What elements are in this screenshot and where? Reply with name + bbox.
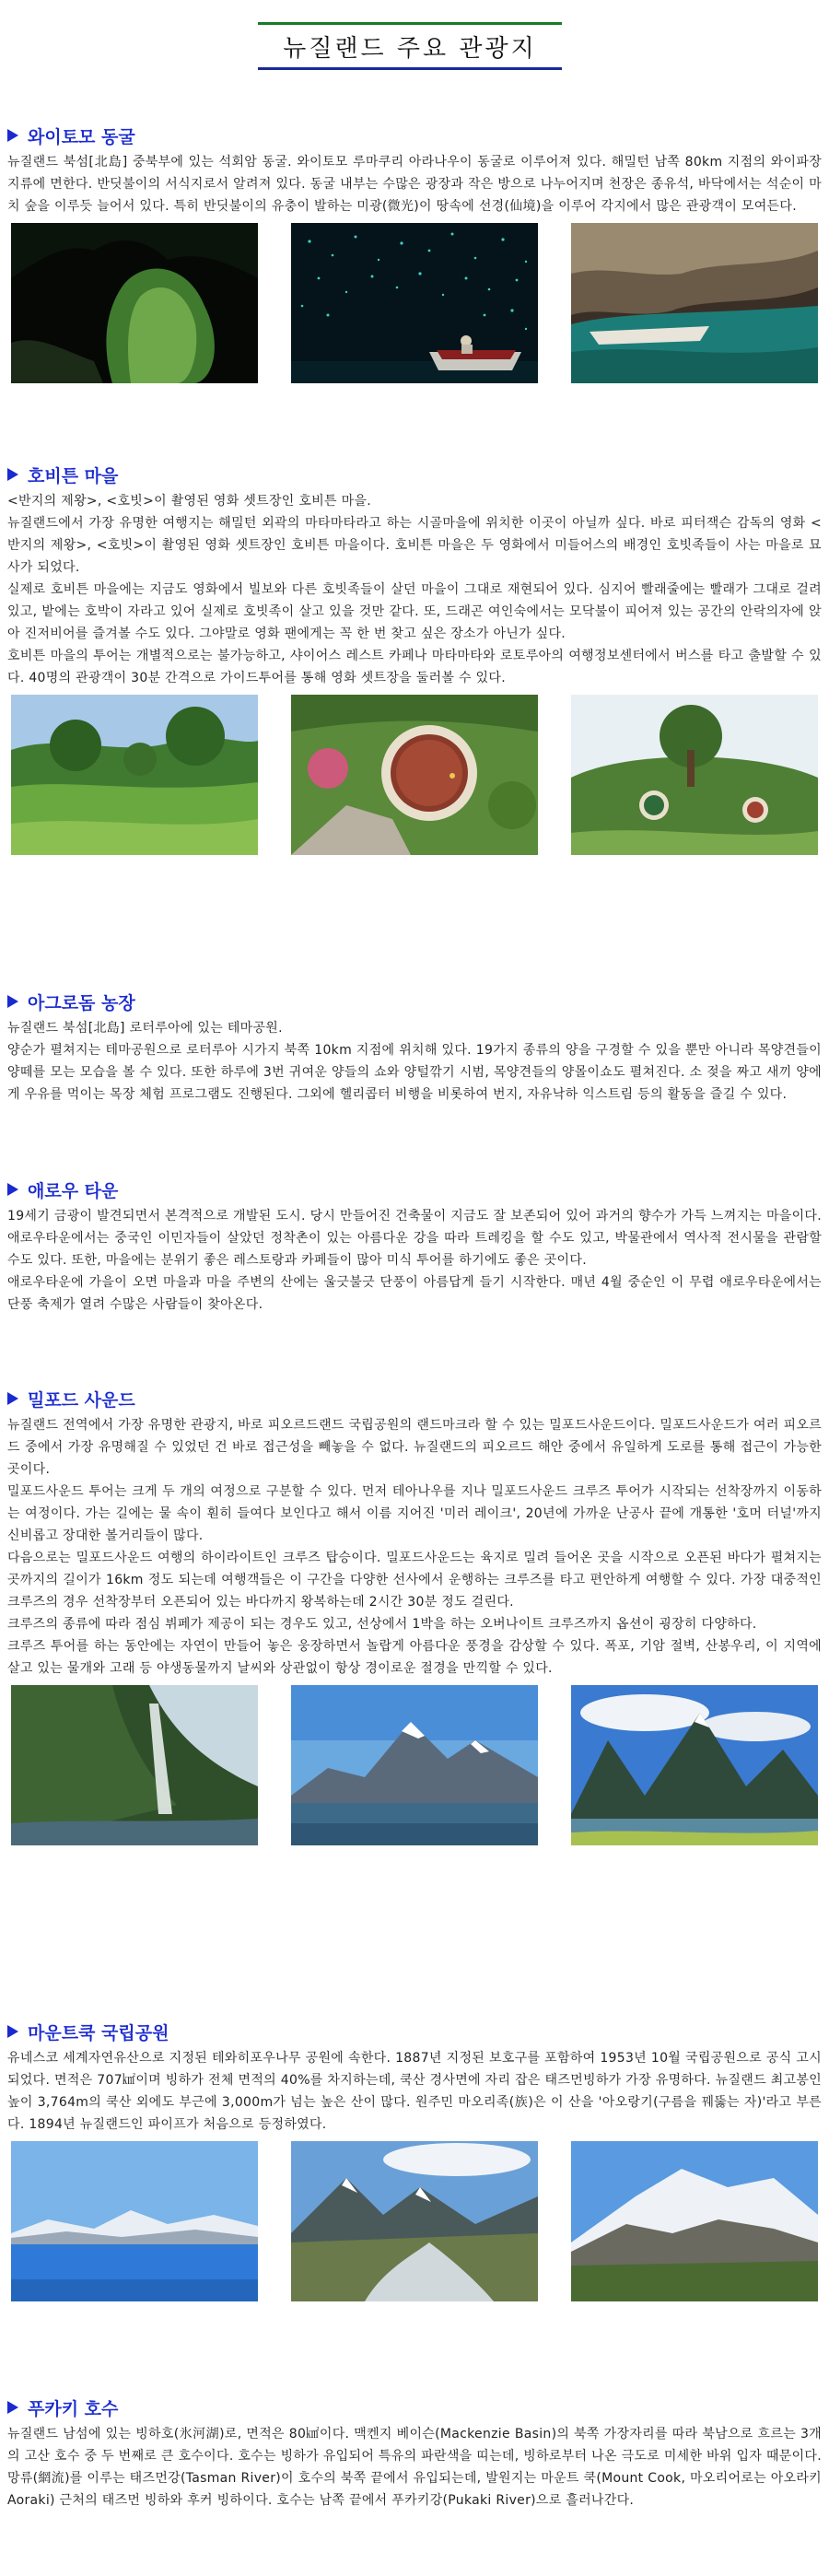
glowworm-cave-photo — [291, 223, 538, 383]
snowy-peak-photo — [571, 2141, 818, 2301]
section-paragraph: 19세기 금광이 발견되면서 본격적으로 개발된 도시. 당시 만들어진 건축물이 지금도 잘 보존되어 있어 과거의 향수가 가득 느껴지는 마을이다. 애로우타운에서는 중국인 이민자들이 살았던 정착촌이 있는 아름다운 강을 따라 트레킹을 할 수도 있고, 박물관에서 역사적 전시물을 관람할 수도 있다. 또한, 마을에는 분위기 좋은 레스토랑과 카페들이 많아 미식 투어를 하기에도 좋은 곳이다. — [7, 1209, 822, 1268]
section-heading — [7, 988, 822, 1015]
section-heading — [7, 1176, 822, 1203]
section-heading-text: 마운트쿡 국립공원 — [28, 2022, 169, 2043]
section-paragraph: 유네스코 세계자연유산으로 지정된 테와히포우나무 공원에 속한다. 1887년 지정된 보호구를 포함하여 1953년 10월 국립공원으로 공식 고시되었다. 면적은 707㎢이며 빙하가 전체 면적의 40%를 차지하는데, 쿡산 경사면에 자리 잡은 태즈먼빙하가 가장 유명하다. 뉴질랜드 최고봉인 높이 3,764m의 쿡산 외에도 부근에 3,000m가 넘는 높은 산이 많다. 원주민 마오리족(族)은 이 산을 '아오랑기(구름을 꿰뚫는 자)'라고 부른다. 1894년 뉴질랜드인 파이프가 처음으로 등정하였다. — [7, 2051, 822, 2132]
glacier-valley-river-photo — [291, 2141, 538, 2301]
section-heading — [7, 122, 822, 149]
section-paragraph: 뉴질랜드 북섬[北島] 로터루아에 있는 테마공원. — [7, 1021, 283, 1036]
section-mtcook — [7, 2018, 822, 2301]
fjord-waterfall-photo — [11, 1685, 258, 1845]
mountain-fjord-photo — [291, 1685, 538, 1845]
section-heading-text: 와이토모 동굴 — [28, 126, 135, 147]
lake-mountains-photo — [11, 2141, 258, 2301]
section-paragraph: 호비튼 마을의 투어는 개별적으로는 불가능하고, 샤이어스 레스트 카페나 마타마타와 로토루아의 여행정보센터에서 버스를 타고 출발할 수 있다. 40명의 관광객이 30분 간격으로 가이드투어를 통해 영화 셋트장을 둘러볼 수 있다. — [7, 649, 822, 685]
section-paragraph: 크루즈 투어를 하는 동안에는 자연이 만들어 놓은 웅장하면서 놀랍게 아름다운 풍경을 감상할 수 있다. 폭포, 기암 절벽, 산봉우리, 이 지역에 살고 있는 물개와 고래 등 야생동물까지 날씨와 상관없이 항상 경이로운 절경을 만끽할 수 있다. — [7, 1639, 822, 1676]
section-arrowtown — [7, 1176, 822, 1316]
section-milford — [7, 1385, 822, 1845]
section-heading-text: 푸카키 호수 — [28, 2398, 119, 2419]
section-paragraph: 애로우타운에 가을이 오면 마을과 마을 주변의 산에는 울긋불긋 단풍이 아름답게 들기 시작한다. 매년 4월 중순인 이 무렵 애로우타운에서는 단풍 축제가 열려 수많은 사람들이 찾아온다. — [7, 1275, 822, 1312]
section-paragraph: 밀포드사운드 투어는 크게 두 개의 여정으로 구분할 수 있다. 먼저 테아나우를 지나 밀포드사운드 크루즈 투어가 시작되는 선착장까지 이동하는 여정이다. 가는 길에는 물 속이 훤히 들여다 보인다고 해서 이름 지어진 '미러 레이크', 20년에 가까운 난공사 끝에 개통한 '호머 터널'까지 신비롭고 장대한 볼거리들이 많다. — [7, 1484, 822, 1543]
cave-entrance-photo — [11, 223, 258, 383]
section-waitomo — [7, 122, 822, 383]
section-paragraph: 뉴질랜드 남섬에 있는 빙하호(氷河湖)로, 면적은 80㎢이다. 맥켄지 베이슨(Mackenzie Basin)의 북쪽 가장자리를 따라 북남으로 흐르는 3개의 고산 호수 중 두 번째로 큰 호수이다. 호수는 빙하가 유입되어 특유의 파란색을 띠는데, 빙하로부터 나온 극도로 미세한 바위 입자 때문이다. 망류(網流)를 이루는 태즈먼강(Tasman River)이 호수의 북쪽 끝에서 유입되는데, 발원지는 마운트 쿡(Mount Cook, 마오리어로는 아오라키Aoraki) 근처의 태즈먼 빙하와 후커 빙하이다. 호수는 남쪽 끝에서 푸카키강(Pukaki River)으로 흘러나간다. — [7, 2427, 822, 2508]
section-paragraph: 뉴질랜드에서 가장 유명한 여행지는 해밀턴 외곽의 마타마타라고 하는 시골마을에 위치한 이곳이 아닐까 싶다. 바로 피터잭슨 감독의 영화 <반지의 제왕>, <호빗>이 촬영된 영화 셋트장인 호비튼 마을이다. 호비튼 마을은 두 영화에서 미들어스의 배경인 호빗족들이 사는 마을로 묘사가 되었다. — [7, 516, 822, 575]
section-paragraph: 실제로 호비튼 마을에는 지금도 영화에서 빌보와 다른 호빗족들이 살던 마을이 그대로 재현되어 있다. 심지어 빨래줄에는 빨래가 그대로 걸려 있고, 밭에는 호박이 자라고 있어 실제로 호빗족이 살고 있을 것만 같다. 또, 드래곤 여인숙에서는 모닥불이 피어져 있는 공간의 안락의자에 앉아 진저비어를 즐겨볼 수도 있다. 그야말로 영화 팬에게는 꼭 한 번 찾고 싶은 장소가 아닌가 싶다. — [7, 582, 822, 641]
hobbit-holes-hill-photo — [571, 695, 818, 855]
photo-row — [7, 2141, 822, 2301]
section-heading — [7, 1385, 822, 1412]
section-agrodome — [7, 988, 822, 1106]
section-hobbiton — [7, 461, 822, 855]
hobbiton-landscape-photo — [11, 695, 258, 855]
section-paragraph: 뉴질랜드 전역에서 가장 유명한 관광지, 바로 피오르드랜드 국립공원의 랜드마크라 할 수 있는 밀포드사운드이다. 밀포드사운드가 여러 피오르드 중에서 가장 유명해질 수 있었던 건 바로 접근성을 빼놓을 수 없다. 뉴질랜드의 피오르드 해안 중에서 유일하게 도로를 통해 접근이 가능한 곳이다. — [7, 1418, 822, 1477]
section-heading — [7, 2018, 822, 2045]
section-paragraph: 다음으로는 밀포드사운드 여행의 하이라이트인 크루즈 탑승이다. 밀포드사운드는 육지로 밀려 들어온 곳을 시작으로 오픈된 바다가 펼쳐지는 곳까지의 길이가 16km 정도 되는데 여행객들은 이 구간을 다양한 선사에서 운행하는 크루즈를 타고 편안하게 여행할 수 있다. 가장 대중적인 크루즈의 경우 선착장부터 오픈되어 있는 바다까지 왕복하는데 2시간 30분 정도 걸린다. — [7, 1551, 822, 1610]
triangle-bullet-icon — [7, 468, 18, 481]
section-heading-text: 밀포드 사운드 — [28, 1389, 135, 1411]
section-pukaki — [7, 2394, 822, 2512]
section-heading — [7, 461, 822, 488]
cave-river-boat-photo — [571, 223, 818, 383]
section-heading-text: 호비튼 마을 — [28, 465, 119, 486]
triangle-bullet-icon — [7, 995, 18, 1008]
photo-row — [7, 695, 822, 855]
hobbit-hole-door-photo — [291, 695, 538, 855]
triangle-bullet-icon — [7, 129, 18, 142]
section-paragraph: 뉴질랜드 북섬[北島] 중북부에 있는 석회암 동굴. 와이토모 루마쿠리 아라나우이 동굴로 이루어져 있다. 해밀턴 남쪽 80km 지점의 와이파장 지류에 면한다. 반딧불이의 서식지로서 알려져 있다. 동굴 내부는 수많은 광장과 작은 방으로 나누어지며 천장은 종유석, 바닥에서는 석순이 마치 숲을 이루듯 늘어서 있다. 특히 반딧불이의 유충이 발하는 미광(微光)이 땅속에 선경(仙境)을 이루어 각지에서 많은 관광객이 모여든다. — [7, 155, 822, 214]
section-paragraph: 크루즈의 종류에 따라 점심 뷔페가 제공이 되는 경우도 있고, 선상에서 1박을 하는 오버나이트 크루즈까지 옵션이 굉장히 다양하다. — [7, 1617, 757, 1632]
triangle-bullet-icon — [7, 1392, 18, 1405]
triangle-bullet-icon — [7, 2401, 18, 2414]
triangle-bullet-icon — [7, 1183, 18, 1196]
section-paragraph: <반지의 제왕>, <호빗>이 촬영된 영화 셋트장인 호비튼 마을. — [7, 494, 371, 509]
photo-row — [7, 1685, 822, 1845]
section-heading-text: 애로우 타운 — [28, 1180, 119, 1201]
section-paragraph: 양순가 펼쳐지는 테마공원으로 로터루아 시가지 북쪽 10km 지점에 위치해 있다. 19가지 종류의 양을 구경할 수 있을 뿐만 아니라 목양견들이 양떼를 모는 모습을 볼 수 있다. 또한 하루에 3번 귀여운 양들의 쇼와 양털깎기 시범, 목양견들의 양몰이쇼도 펼쳐진다. 소 젖을 짜고 새끼 양에게 우유를 먹이는 목장 체험 프로그램도 진행된다. 그외에 헬리콥터 비행을 비롯하여 번지, 자유낙하 익스트림 등의 활동을 즐길 수 있다. — [7, 1043, 822, 1102]
triangle-bullet-icon — [7, 2025, 18, 2038]
page-title: 뉴질랜드 주요 관광지 — [258, 22, 562, 70]
section-heading-text: 아그로돔 농장 — [28, 992, 135, 1013]
photo-row — [7, 223, 822, 383]
mitre-peak-photo — [571, 1685, 818, 1845]
section-heading — [7, 2394, 822, 2421]
